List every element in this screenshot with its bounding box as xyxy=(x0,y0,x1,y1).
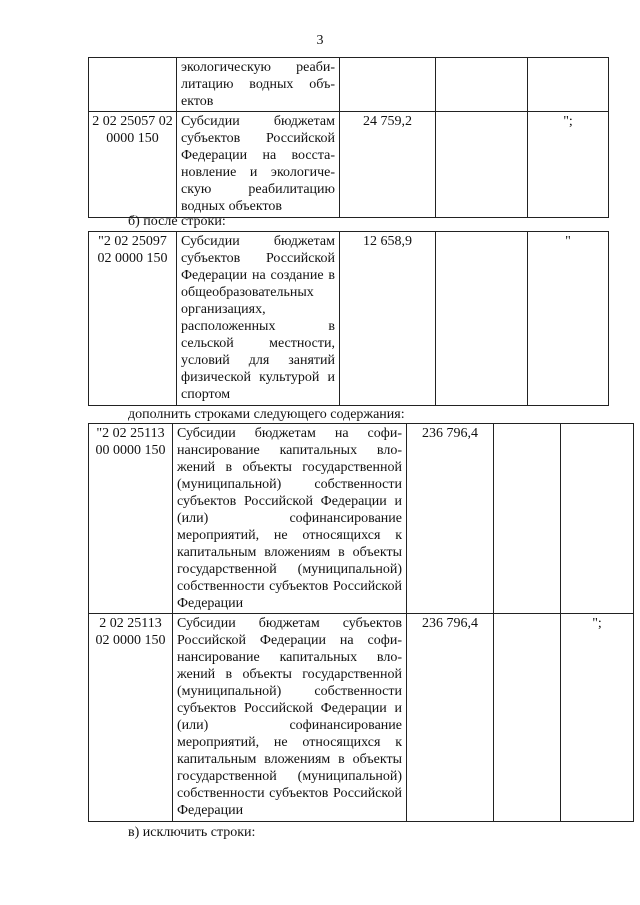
budget-description: Субсидии бюджетам субъектов Российской Федерации на создание в общеобразовательных организациях, расположенных в сельской местности, условий для занятий физической культурой и спортом xyxy=(177,232,340,406)
budget-table-1 xyxy=(88,57,609,218)
budget-col4 xyxy=(494,424,561,614)
budget-amount: 236 796,4 xyxy=(407,614,494,822)
budget-amount xyxy=(340,58,436,112)
budget-amount: 24 759,2 xyxy=(340,112,436,218)
table-row xyxy=(89,614,634,822)
budget-col4 xyxy=(436,232,528,406)
budget-amount: 12 658,9 xyxy=(340,232,436,406)
budget-col4 xyxy=(436,112,528,218)
budget-code: "2 02 25097 02 0000 150 xyxy=(89,232,177,406)
budget-col5: "; xyxy=(528,112,609,218)
budget-code: "2 02 25113 00 0000 150 xyxy=(89,424,173,614)
budget-table-2 xyxy=(88,231,609,406)
table-row xyxy=(89,424,634,614)
caption-exclude-rows: в) исключить строки: xyxy=(128,825,256,840)
budget-table-3 xyxy=(88,423,634,822)
budget-col4 xyxy=(494,614,561,822)
table-row xyxy=(89,232,609,406)
budget-code: 2 02 25113 02 0000 150 xyxy=(89,614,173,822)
budget-code xyxy=(89,58,177,112)
budget-col4 xyxy=(436,58,528,112)
budget-description: Субсидии бюджетам субъектов Российской Федерации на софинансирование капитальных вложений в объекты государственной (муниципальной) собственности субъектов Российской Федерации и (или) софинансирование мероприятий, не относящихся к капитальным вложениям в объекты государственной (муниципальной) собственности субъектов Российской Федерации xyxy=(173,614,407,822)
page-number: 3 xyxy=(316,33,324,48)
budget-description: Субсидии бюджетам субъектов Российской Федерации на восстановление и экологическую реабилитацию водных объектов xyxy=(177,112,340,218)
budget-description: экологическую реабилитацию водных объектов xyxy=(177,58,340,112)
budget-col5 xyxy=(528,58,609,112)
budget-col5 xyxy=(561,424,634,614)
caption-add-rows: дополнить строками следующего содержания: xyxy=(128,407,405,422)
table-row xyxy=(89,112,609,218)
caption-after-row: б) после строки: xyxy=(128,214,226,229)
budget-description: Субсидии бюджетам на софинансирование капитальных вложений в объекты государственной (муниципальной) собственности субъектов Российской Федерации и (или) софинансирование мероприятий, не относящихся к капитальным вложениям в объекты государственной (муниципальной) собственности субъектов Российской Федерации xyxy=(173,424,407,614)
table-row xyxy=(89,58,609,112)
budget-amount: 236 796,4 xyxy=(407,424,494,614)
budget-code: 2 02 25057 02 0000 150 xyxy=(89,112,177,218)
budget-col5: " xyxy=(528,232,609,406)
budget-col5: "; xyxy=(561,614,634,822)
